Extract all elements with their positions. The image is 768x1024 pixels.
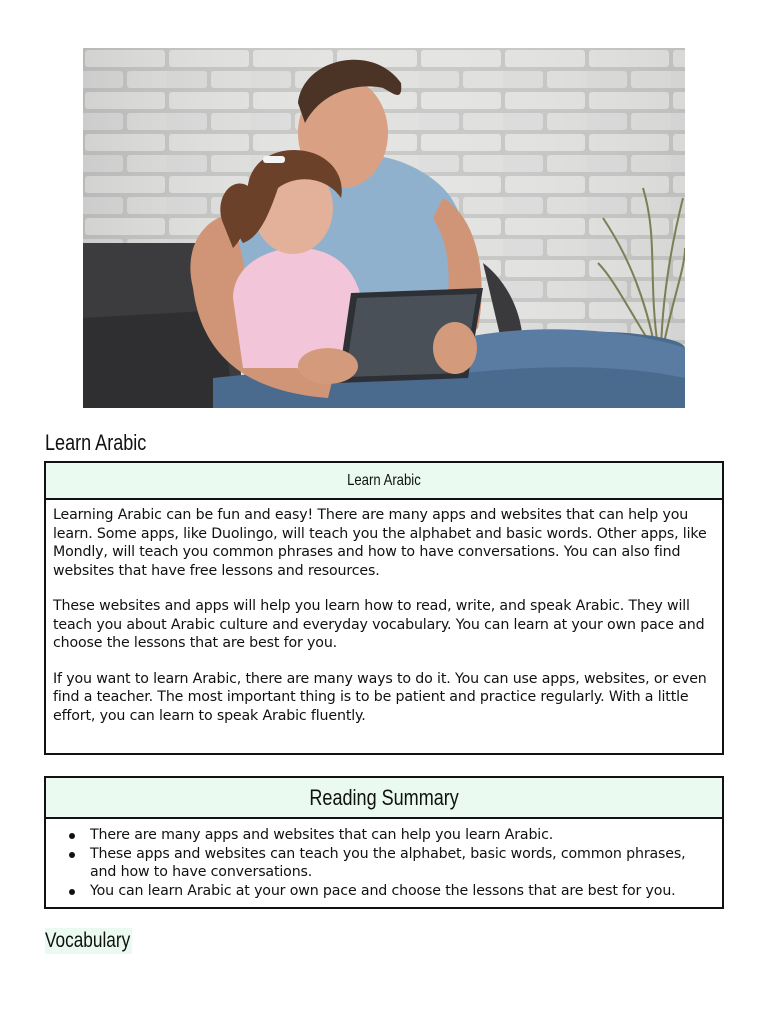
summary-header: [46, 778, 722, 819]
hero-photo: [83, 48, 685, 408]
summary-item: There are many apps and websites that can help you learn Arabic.: [90, 826, 712, 845]
summary-header-label: Reading Summary: [309, 785, 459, 810]
article-paragraph: If you want to learn Arabic, there are many ways to do it. You can use apps, websites, or even find a teacher. The most important thing is to be patient and practice regularly. With a little effort, you can learn to speak Arabic fluently.: [53, 670, 707, 724]
summary-item: These apps and websites can teach you the alphabet, basic words, common phrases, and how to have conversations.: [90, 845, 712, 882]
article-paragraph: These websites and apps will help you learn how to read, write, and speak Arabic. They will teach you about Arabic culture and everyday vocabulary. You can learn at your own pace and choose the lessons that are best for you.: [53, 598, 705, 651]
photo-illustration: [83, 48, 685, 408]
article-header-label: Learn Arabic: [347, 472, 421, 489]
summary-list: [46, 819, 722, 900]
article-box: [44, 461, 724, 755]
article-paragraph: Learning Arabic can be fun and easy! There are many apps and websites that can help you learn. Some apps, like Duolingo, will teach you the alphabet and basic words. Other apps, like Mondly, will teach you common phrases and how to have conversations. You can also find websites that have free lessons and resources.: [53, 507, 707, 579]
summary-item: You can learn Arabic at your own pace and choose the lessons that are best for you.: [90, 882, 712, 901]
article-body: [46, 500, 722, 725]
article-header: [46, 463, 722, 500]
vocabulary-heading: Vocabulary: [45, 929, 131, 952]
page-title: Learn Arabic: [45, 430, 147, 455]
reading-summary-box: [44, 776, 724, 909]
